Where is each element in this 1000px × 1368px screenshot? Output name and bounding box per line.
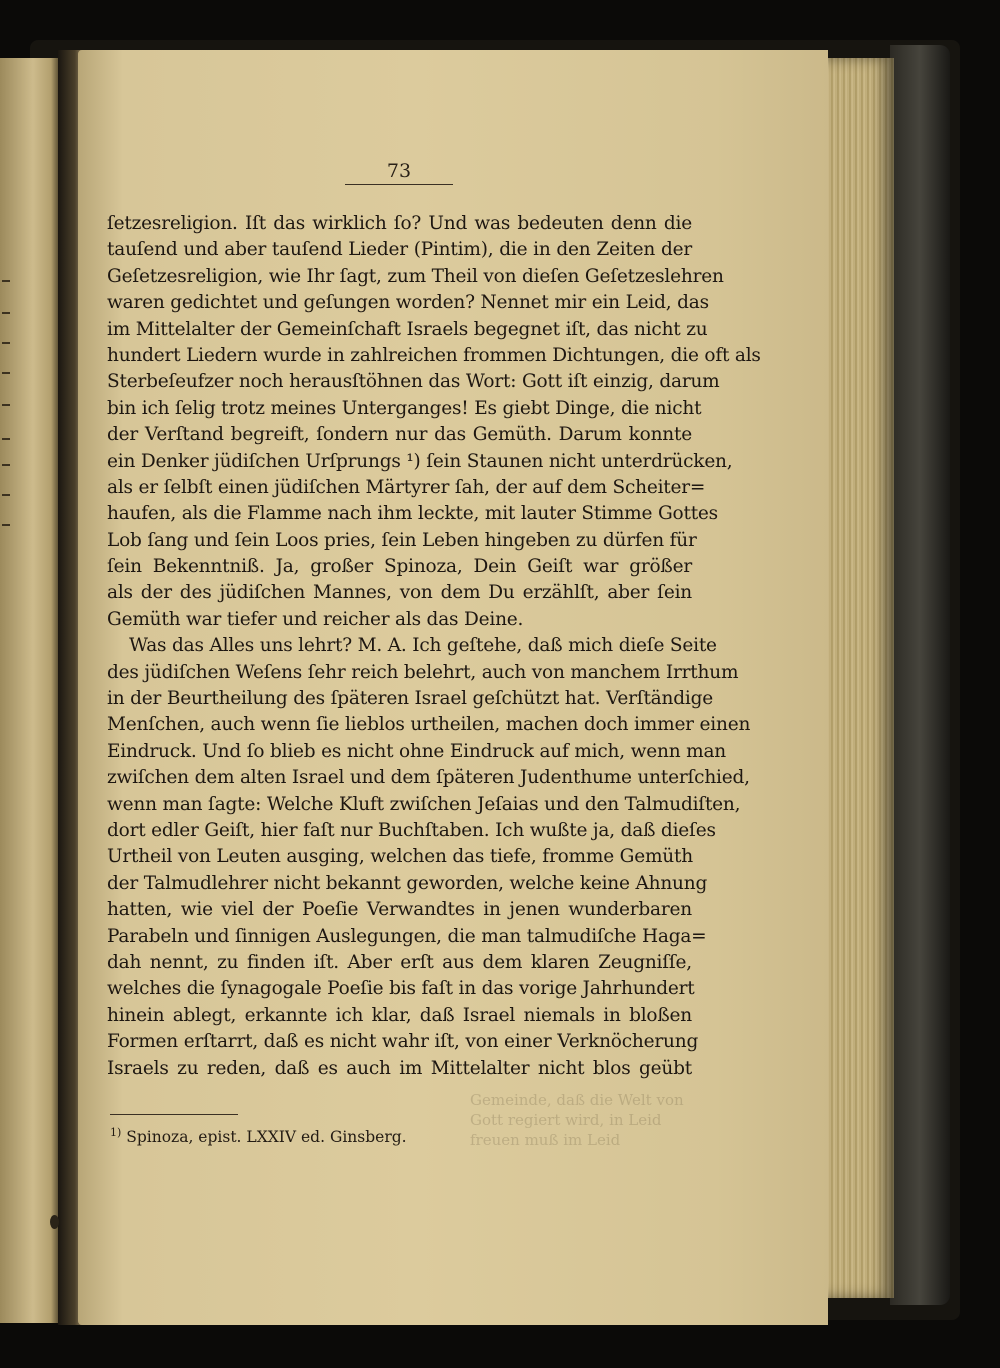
text-line: Lob ſang und ſein Loos pries, ſein Leben hingeben zu dürfen für (107, 529, 697, 551)
page-stack-edge (824, 58, 894, 1298)
text-line: zwiſchen dem alten Israel und dem ſpäteren Judenthume unterſchied, (107, 767, 750, 789)
page-number: 73 (345, 160, 453, 185)
text-line: Formen erſtarrt, daß es nicht wahr iſt, von einer Verknöcherung (107, 1031, 699, 1053)
text-line: hundert Liedern wurde in zahlreichen frommen Dichtungen, die oft als (107, 344, 761, 366)
text-line: Geſetzesreligion, wie Ihr ſagt, zum Theil von dieſen Geſetzeslehren (107, 265, 724, 287)
text-line: tauſend und aber tauſend Lieder (Pintim), die in den Zeiten der (107, 239, 692, 261)
text-line: Urtheil von Leuten ausging, welchen das tiefe, fromme Gemüth (107, 846, 693, 868)
text-line: Was das Alles uns lehrt? M. A. Ich geſtehe, daß mich dieſe Seite (129, 635, 717, 657)
bleed-through-text: Gemeinde, daß die Welt von Gott regiert wird, in Leid freuen muß im Leid (470, 1091, 684, 1149)
text-line: im Mittelalter der Gemeinſchaft Israels begegnet iſt, das nicht zu (107, 318, 708, 340)
text-line: dah nennt, zu finden iſt. Aber erſt aus dem klaren Zeugniſſe, (107, 951, 692, 973)
left-page-edge (0, 58, 60, 1323)
footnote (110, 1126, 610, 1146)
footnote-rule (110, 1114, 238, 1115)
text-line: in der Beurtheilung des ſpäteren Israel geſchützt hat. Verſtändige (107, 688, 713, 710)
text-line: als der des jüdiſchen Mannes, von dem Du erzählſt, aber ſein (107, 582, 692, 604)
footnote-mark: 1) (110, 1126, 122, 1139)
text-line: welches die ſynagogale Poeſie bis faſt in das vorige Jahrhundert (107, 978, 695, 1000)
text-line: Menſchen, auch wenn ſie lieblos urtheilen, machen doch immer einen (107, 714, 751, 736)
text-line: der Talmudlehrer nicht bekannt geworden, welche keine Ahnung (107, 872, 708, 894)
text-line: ſetzesreligion. Iſt das wirklich ſo? Und was bedeuten denn die (107, 213, 692, 234)
text-line: Gemüth war tiefer und reicher als das Deine. (107, 608, 524, 630)
text-line: haufen, als die Flamme nach ihm leckte, mit lauter Stimme Gottes (107, 503, 718, 525)
text-line: ſein Bekenntniß. Ja, großer Spinoza, Dein Geiſt war größer (107, 556, 692, 578)
text-line: Parabeln und ſinnigen Auslegungen, die man talmudiſche Haga= (107, 925, 707, 947)
text-line: hatten, wie viel der Poeſie Verwandtes in jenen wunderbaren (107, 899, 692, 921)
back-board (890, 45, 950, 1305)
footnote-text: Spinoza, epist. LXXIV ed. Ginsberg. (126, 1128, 407, 1147)
text-line: Sterbeſeufzer noch herausſtöhnen das Wort: Gott iſt einzig, darum (107, 371, 720, 393)
text-line: waren gedichtet und geſungen worden? Nennet mir ein Leid, das (107, 292, 709, 314)
gutter-spot (50, 1215, 59, 1229)
text-line: des jüdiſchen Weſens ſehr reich belehrt, auch von manchem Irrthum (107, 661, 739, 683)
left-page-text-fragments (0, 268, 14, 568)
text-line: als er ſelbſt einen jüdiſchen Märtyrer ſah, der auf dem Scheiter= (107, 476, 706, 498)
text-line: wenn man ſagte: Welche Kluft zwiſchen Jeſaias und den Talmudiſten, (107, 793, 741, 815)
body-text (107, 211, 761, 1082)
text-line: Eindruck. Und ſo blieb es nicht ohne Eindruck auf mich, wenn man (107, 740, 726, 762)
text-line: dort edler Geiſt, hier faſt nur Buchſtaben. Ich wußte ja, daß dieſes (107, 819, 716, 841)
text-line: hinein ablegt, erkannte ich klar, daß Israel niemals in bloßen (107, 1004, 692, 1026)
text-line: bin ich ſelig trotz meines Unterganges! Es giebt Dinge, die nicht (107, 397, 702, 419)
text-line: ein Denker jüdiſchen Urſprungs ¹) ſein Staunen nicht unterdrücken, (107, 450, 733, 472)
text-line: Israels zu reden, daß es auch im Mittelalter nicht blos geübt (107, 1057, 692, 1079)
text-line: der Verſtand begreift, ſondern nur das Gemüth. Darum konnte (107, 424, 692, 446)
